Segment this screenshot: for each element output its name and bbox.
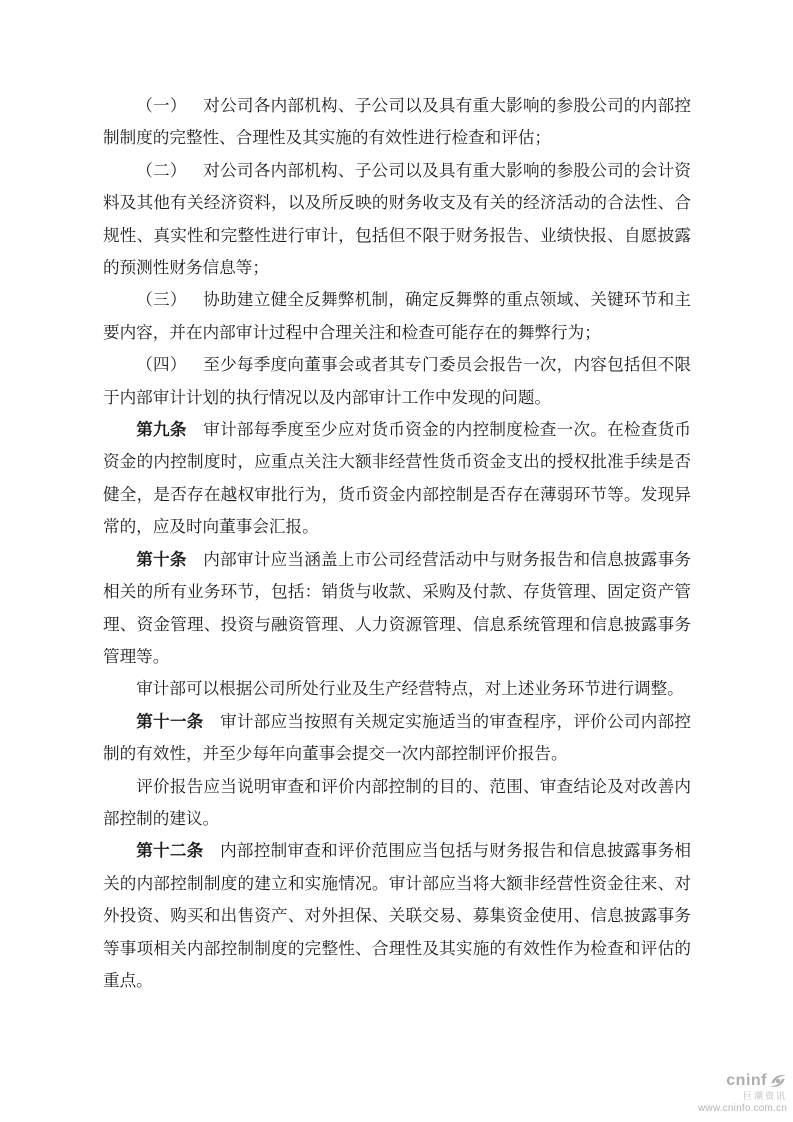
article-text: 审计部应当按照有关规定实施适当的审查程序，评价公司内部控制的有效性，并至少每年向董事会提交一次内部控制评价报告。 <box>103 711 692 764</box>
article-paragraph-11 <box>103 706 691 771</box>
clause-text: 对公司各内部机构、子公司以及具有重大影响的参股公司的会计资料及其他有关经济资料，以及所反映的财务收支及有关的经济活动的合法性、合规性、真实性和完整性进行审计，包括但不限于财务报告、业绩快报、自愿披露的预测性财务信息等； <box>103 160 692 278</box>
clause-paragraph-4 <box>103 349 691 414</box>
clause-text: 协助建立健全反舞弊机制，确定反舞弊的重点领域、关键环节和主要内容，并在内部审计过程中合理关注和检查可能存在的舞弊行为； <box>103 290 692 342</box>
clause-number: （四） <box>136 355 187 375</box>
cninfo-wordmark: cninf <box>726 1071 767 1089</box>
clause-paragraph-1 <box>103 90 691 155</box>
article-paragraph-10 <box>103 544 691 674</box>
clause-number: （二） <box>136 160 187 180</box>
cninfo-chinese-name: 巨潮资讯 <box>742 1091 787 1102</box>
article-number: 第十二条 <box>136 841 204 861</box>
article-text: 审计部每季度至少应对货币资金的内控制度检查一次。在检查货币资金的内控制度时，应重点关注大额非经营性货币资金支出的授权批准手续是否健全，是否存在越权审批行为，货币资金内部控制是否存在薄弱环节等。发现异常的，应及时向董事会汇报。 <box>103 420 692 537</box>
article-paragraph-9 <box>103 414 691 544</box>
article-number: 第十条 <box>136 549 187 569</box>
clause-text: 对公司各内部机构、子公司以及具有重大影响的参股公司的内部控制制度的完整性、合理性及其实施的有效性进行检查和评估； <box>103 96 692 148</box>
article-text: 内部控制审查和评价范围应当包括与财务报告和信息披露事务相关的内部控制制度的建立和实施情况。审计部应当将大额非经营性资金往来、对外投资、购买和出售资产、对外担保、关联交易、募集资金使用、信息披露事务等事项相关内部控制制度的完整性、合理性及其实施的有效性作为检查和评估的重点。 <box>103 841 692 990</box>
clause-paragraph-3 <box>103 284 691 349</box>
cninfo-swirl-icon <box>769 1072 787 1090</box>
body-paragraph <box>103 771 691 836</box>
document-body <box>103 90 691 997</box>
article-text: 内部审计应当涵盖上市公司经营活动中与财务报告和信息披露事务相关的所有业务环节，包括：销货与收款、采购及付款、存货管理、固定资产管理、资金管理、投资与融资管理、人力资源管理、信息系统管理和信息披露事务管理等。 <box>103 549 692 666</box>
clause-number: （一） <box>136 96 187 115</box>
clause-text: 至少每季度向董事会或者其专门委员会报告一次，内容包括但不限于内部审计计划的执行情况以及内部审计工作中发现的问题。 <box>103 355 692 407</box>
body-text: 评价报告应当说明审查和评价内部控制的目的、范围、审查结论及对改善内部控制的建议。 <box>103 776 691 828</box>
body-paragraph <box>103 673 691 705</box>
body-text: 审计部可以根据公司所处行业及生产经营特点，对上述业务环节进行调整。 <box>136 679 684 699</box>
cninfo-watermark <box>698 1072 787 1114</box>
clause-number: （三） <box>136 290 187 310</box>
clause-paragraph-2 <box>103 155 691 285</box>
article-number: 第九条 <box>136 420 187 440</box>
article-paragraph-12 <box>103 835 691 997</box>
article-number: 第十一条 <box>136 711 204 731</box>
cninfo-url: www.cninfo.com.cn <box>698 1102 787 1114</box>
